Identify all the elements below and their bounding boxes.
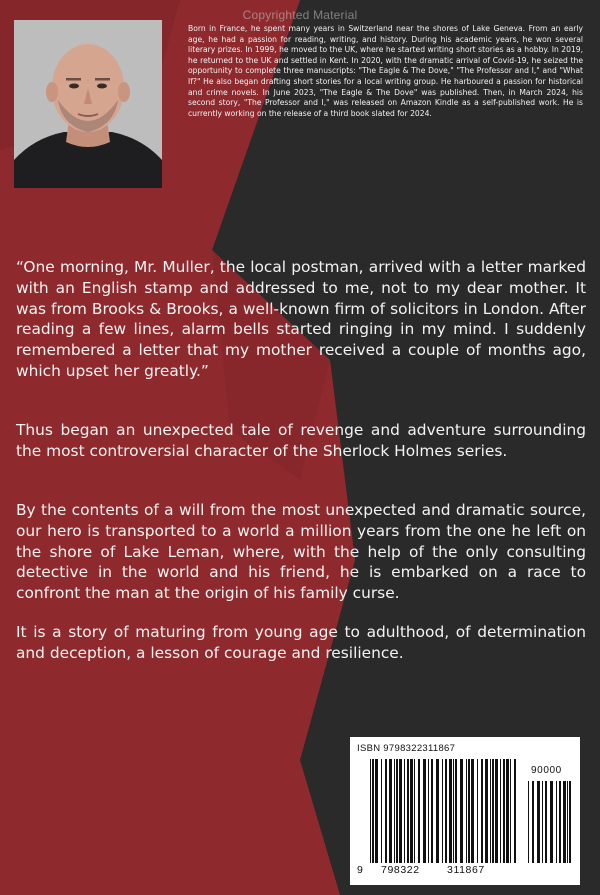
blurb-quote-paragraph: “One morning, Mr. Muller, the local postman, arrived with a letter marked with an English stamp and addressed to me, not to my dear mother. It was from Brooks & Brooks, a well-known firm of solicitors in London. After reading a few lines, alarm bells started ringing in my mind. I suddenly remembered a letter that my mother received a couple of months ago, which upset her greatly.” [16, 258, 586, 380]
ean-left-digits: 798322 [381, 864, 420, 876]
copyright-watermark: Copyrighted Material [242, 8, 358, 22]
price-code: 90000 [531, 765, 562, 776]
blurb-paragraph-2: Thus began an unexpected tale of revenge and adventure surrounding the most controversial character of the Sherlock Holmes series. [16, 421, 586, 460]
author-photo [14, 20, 162, 188]
ean-right-digits: 311867 [447, 864, 485, 876]
author-bio: Born in France, he spent many years in Switzerland near the shores of Lake Geneva. From an early age, he had a passion for reading, writing, and history. During his academic years, he won several literary prizes. In 1999, he moved to the UK, where he started writing short stories as a hobby. In 2019, he returned to the UK and settled in Kent. In 2020, with the dramatic arrival of Covid-19, he seized the opportunity to complete three manuscripts: "The Eagle & The Dove," "The Professor and I," and "What If?" He also began drafting short stories for a local writing group. He harboured a passion for historical and crime novels. In June 2023, "The Eagle & The Dove" was published. Then, in March 2024, his second story, "The Professor and I," was released on Amazon Kindle as a self-published work. He is currently working on the release of a third book slated for 2024. [188, 24, 583, 118]
ean-first-digit: 9 [357, 864, 364, 876]
blurb-paragraph-4: It is a story of maturing from young age to adulthood, of determination and deception, a lesson of courage and resilience. [16, 623, 586, 662]
blurb-paragraph-3: By the contents of a will from the most unexpected and dramatic source, our hero is transported to a world a million years from the one he left on the shore of Lake Leman, where, with the help of the only consulting detective in the world and his friend, he is embarked on a race to confront the man at the origin of his family curse. [16, 501, 586, 603]
isbn-label: ISBN 9798322311867 [357, 743, 456, 754]
barcode-bars [350, 737, 580, 885]
isbn-barcode [350, 737, 580, 885]
